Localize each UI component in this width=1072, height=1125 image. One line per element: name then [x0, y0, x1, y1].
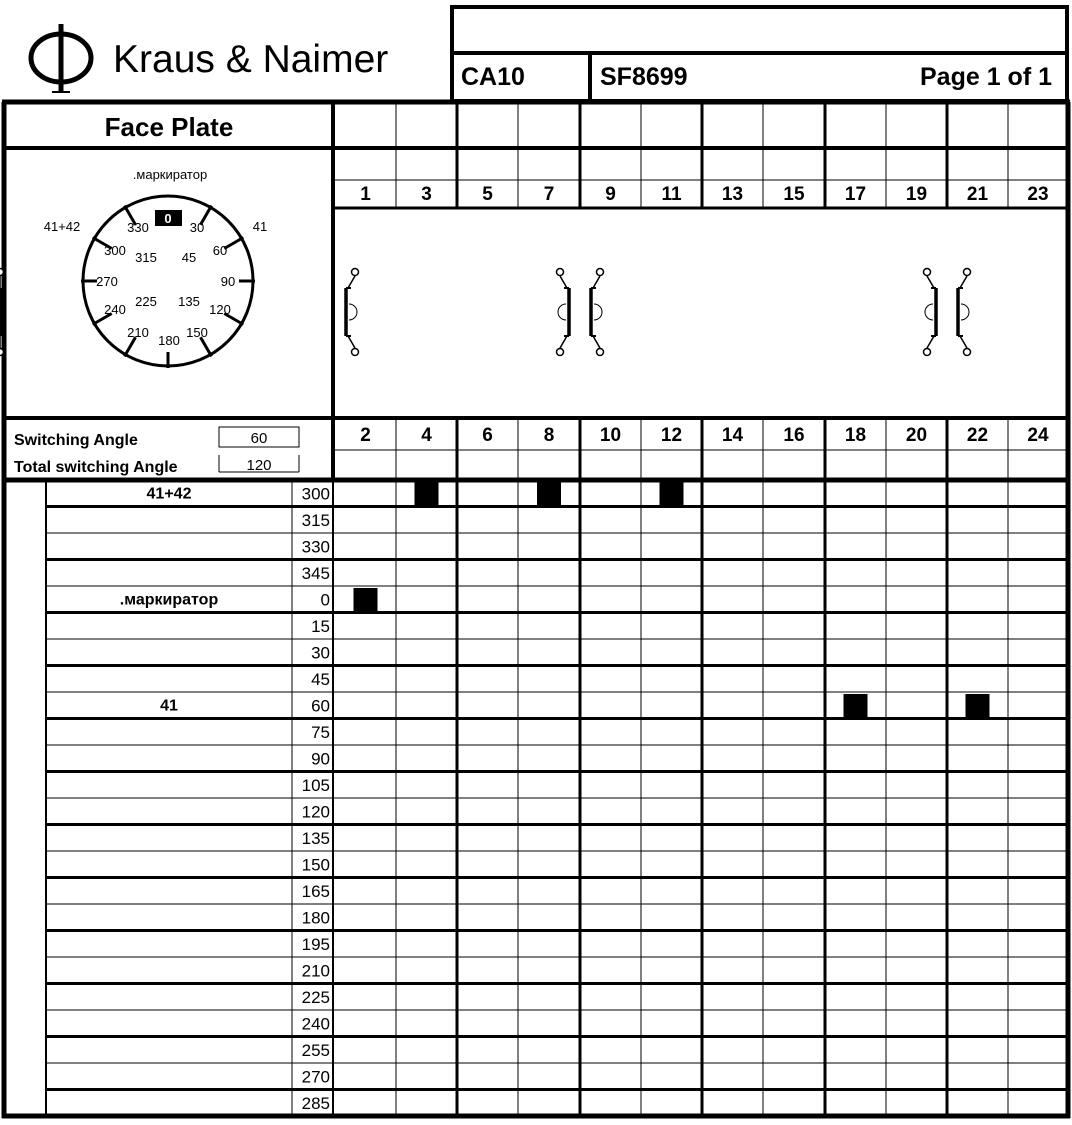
- table-row: [302, 935, 330, 954]
- position-angle: 210: [301, 961, 330, 981]
- total-angle-value: 120: [246, 457, 272, 474]
- position-angle: 180: [301, 908, 330, 928]
- contact-closed-mark: [966, 694, 990, 718]
- contact-symbol: [591, 269, 604, 356]
- dial-angle-label: 330: [127, 220, 149, 235]
- terminal-number: 3: [421, 184, 432, 205]
- position-angle: 135: [301, 828, 330, 848]
- drawing-number: SF8699: [600, 63, 688, 91]
- dial-angle-label: 150: [186, 325, 208, 340]
- position-angle: 315: [301, 510, 330, 530]
- contact-closed-mark: [354, 588, 378, 612]
- position-angle: 330: [301, 537, 330, 557]
- dial-angle-label: 315: [135, 250, 157, 265]
- terminal-number: 14: [721, 425, 744, 446]
- dial-angle-label: 60: [212, 243, 228, 258]
- table-row: [302, 1014, 330, 1033]
- table-row: [302, 511, 330, 530]
- dial-angle-label: 30: [189, 220, 205, 235]
- position-angle: 90: [311, 749, 330, 769]
- dial-angle-label: 180: [158, 333, 180, 348]
- table-row: [311, 643, 330, 662]
- page-indicator: Page 1 of 1: [920, 63, 1052, 91]
- series-code: CA10: [461, 63, 525, 91]
- position-angle: 270: [301, 1067, 330, 1087]
- position-angle: 165: [301, 881, 330, 901]
- table-row: [302, 829, 330, 848]
- contact-symbol: [958, 269, 971, 356]
- table-row: [302, 908, 330, 927]
- contact-symbols: [0, 269, 971, 356]
- table-row: [302, 1094, 330, 1113]
- position-angle: 300: [301, 484, 330, 504]
- table-row: [311, 749, 330, 768]
- table-row: [302, 537, 330, 556]
- dial-tick: [125, 337, 136, 356]
- grid-lines: [2, 102, 1070, 1118]
- dial-angle-label: 225: [135, 294, 157, 309]
- position-angle: 225: [301, 987, 330, 1007]
- terminal-number: 9: [605, 184, 616, 205]
- position-angle: 195: [301, 934, 330, 954]
- dial-angle-label: 135: [178, 294, 200, 309]
- terminal-number: 7: [543, 184, 555, 205]
- terminal-number: 10: [599, 425, 622, 446]
- contact-closed-mark: [844, 694, 868, 718]
- contact-closed-mark: [660, 482, 684, 506]
- position-label: 41: [160, 697, 178, 715]
- dial-angle-label: 240: [104, 302, 126, 317]
- position-label: .маркиратор: [119, 591, 219, 609]
- contact-symbol: [924, 269, 937, 356]
- table-row: [311, 617, 330, 636]
- terminal-numbers-top: [360, 184, 1048, 205]
- position-angle: 75: [311, 722, 330, 742]
- table-row: [147, 484, 330, 503]
- dial-angle-label: 270: [96, 274, 118, 289]
- terminal-number: 1: [360, 184, 371, 205]
- terminal-number: 24: [1027, 425, 1049, 446]
- position-label: 41+42: [146, 485, 192, 503]
- position-angle: 105: [301, 775, 330, 795]
- dial-angle-label: 210: [127, 325, 149, 340]
- dial-angle-label: 300: [104, 243, 126, 258]
- table-row: [302, 961, 330, 980]
- left-position-label: 41+42: [43, 219, 81, 234]
- position-angle: 285: [301, 1093, 330, 1113]
- position-angle: 0: [320, 590, 330, 610]
- position-angle: 60: [311, 696, 330, 716]
- position-angle: 120: [301, 802, 330, 822]
- position-angle: 30: [311, 643, 330, 663]
- terminal-number: 6: [482, 425, 493, 446]
- dial-angle-label: 120: [209, 302, 231, 317]
- position-angle: 345: [301, 563, 330, 583]
- table-row: [302, 988, 330, 1007]
- terminal-number: 2: [360, 425, 371, 446]
- face-plate-panel: [14, 112, 299, 476]
- zero-label: 0: [164, 211, 172, 226]
- position-angle: 255: [301, 1040, 330, 1060]
- terminal-number: 12: [660, 425, 683, 446]
- terminal-number: 17: [844, 184, 867, 205]
- terminal-number: 16: [783, 425, 805, 446]
- terminal-number: 21: [966, 184, 989, 205]
- table-row: [302, 564, 330, 583]
- table-row: [302, 1041, 330, 1060]
- contact-symbol: [346, 269, 359, 356]
- table-row: [160, 696, 330, 715]
- terminal-number: 19: [905, 184, 928, 205]
- table-row: [311, 723, 330, 742]
- table-row: [302, 855, 330, 874]
- terminal-number: 11: [661, 184, 682, 205]
- switching-angle-label: Switching Angle: [14, 432, 138, 449]
- terminal-number: 15: [783, 184, 805, 205]
- table-row: [311, 670, 330, 689]
- dial-angle-label: 45: [181, 250, 197, 265]
- terminal-number: 20: [905, 425, 928, 446]
- terminal-number: 22: [966, 425, 989, 446]
- table-row: [302, 882, 330, 901]
- dial-tick: [201, 337, 212, 356]
- marker-label: .маркиратор: [132, 167, 208, 182]
- dial-angle-label: 90: [220, 274, 236, 289]
- terminal-number: 13: [721, 184, 744, 205]
- brand-name: Kraus & Naimer: [113, 38, 389, 81]
- contact-closed-mark: [415, 482, 439, 506]
- terminal-number: 23: [1027, 184, 1049, 205]
- switching-marks: [354, 482, 990, 718]
- face-plate-title: Face Plate: [104, 112, 234, 142]
- total-angle-label: Total switching Angle: [14, 459, 178, 476]
- contact-closed-mark: [537, 482, 561, 506]
- position-angle: 15: [311, 616, 330, 636]
- terminal-number: 5: [482, 184, 493, 205]
- right-position-label: 41: [252, 219, 268, 234]
- table-row: [302, 802, 330, 821]
- table-row: [120, 590, 330, 609]
- position-angle: 45: [311, 669, 330, 689]
- contact-symbol: [557, 269, 570, 356]
- header: [31, 7, 1067, 101]
- brand-logo: [31, 24, 388, 93]
- position-angle: 240: [301, 1014, 330, 1034]
- position-angle: 150: [301, 855, 330, 875]
- table-row: [302, 1067, 330, 1086]
- terminal-number: 8: [543, 425, 555, 446]
- terminal-number: 18: [844, 425, 867, 446]
- terminal-number: 4: [421, 425, 432, 446]
- switching-angle-value: 60: [250, 430, 268, 447]
- dial: [81, 196, 255, 368]
- table-row: [302, 776, 330, 795]
